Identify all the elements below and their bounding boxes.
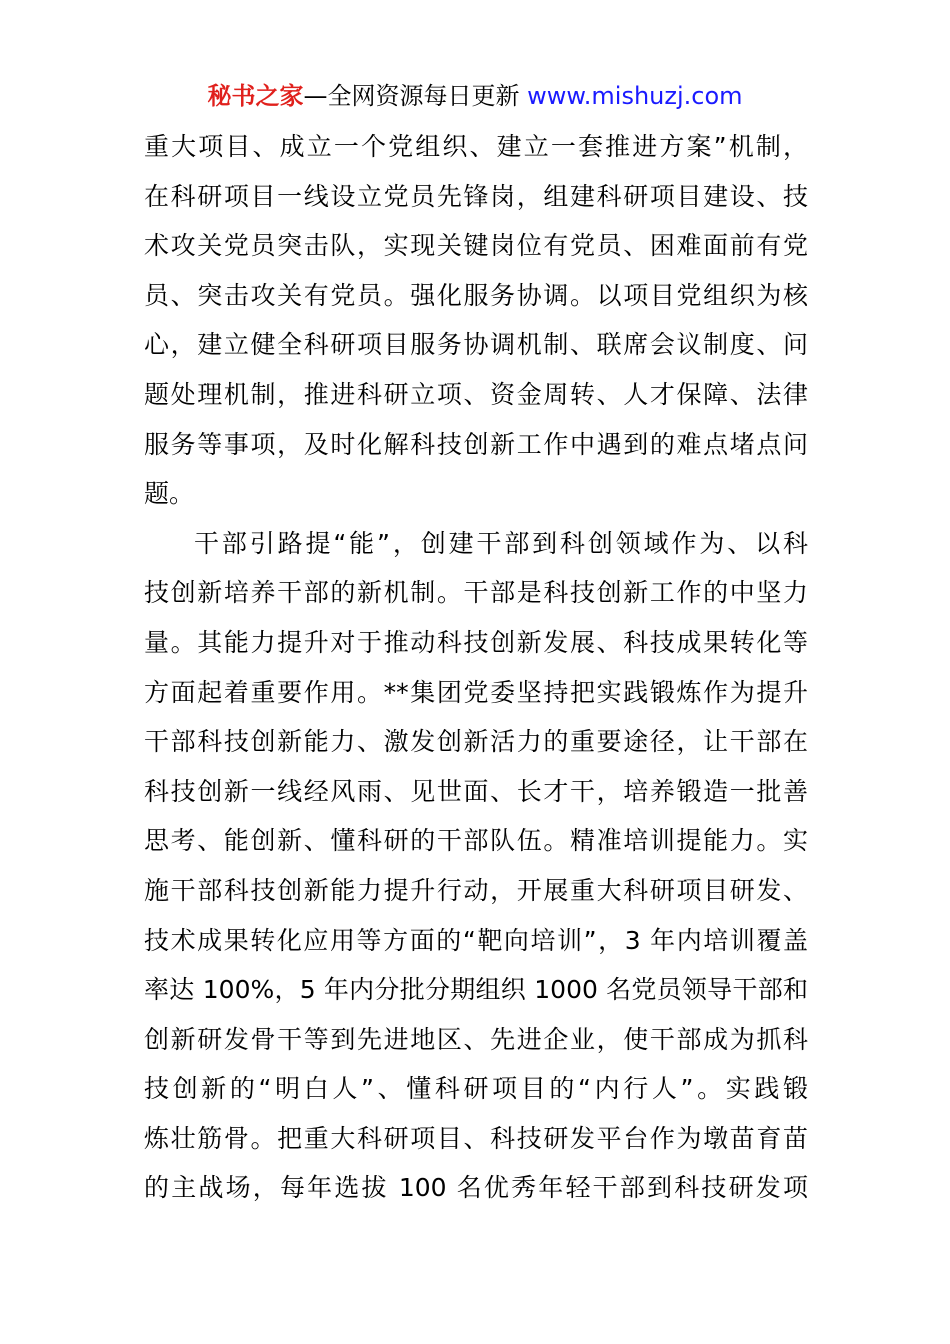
- text-line: 施干部科技创新能力提升行动，开展重大科研项目研发、: [144, 875, 808, 905]
- site-header: [0, 80, 950, 112]
- text-line: 员、突击攻关有党员。强化服务协调。以项目党组织为核: [144, 280, 808, 310]
- text-line: 创新研发骨干等到先进地区、先进企业，使干部成为抓科: [144, 1024, 808, 1054]
- text-line: 思考、能创新、懂科研的干部队伍。精准培训提能力。实: [144, 826, 808, 856]
- text-line: 题。: [144, 479, 195, 509]
- text-line: 服务等事项，及时化解科技创新工作中遇到的难点堵点问: [144, 429, 808, 459]
- text-line: 术攻关党员突击队，实现关键岗位有党员、困难面前有党: [144, 231, 808, 261]
- text-line: 技创新培养干部的新机制。干部是科技创新工作的中坚力: [144, 578, 808, 608]
- text-line: 在科研项目一线设立党员先锋岗，组建科研项目建设、技: [144, 181, 808, 211]
- text-line: 技创新的“明白人”、懂科研项目的“内行人”。实践锻: [144, 1074, 808, 1104]
- header-tagline: —全网资源每日更新: [303, 82, 528, 110]
- text-line: 干部引路提“能”，创建干部到科创领域作为、以科: [194, 528, 808, 558]
- paragraph-1: [144, 122, 808, 519]
- document-body: [144, 122, 808, 1213]
- text-line: 干部科技创新能力、激发创新活力的重要途径，让干部在: [144, 727, 808, 757]
- text-line: 科技创新一线经风雨、见世面、长才干，培养锻造一批善: [144, 776, 808, 806]
- text-line: 炼壮筋骨。把重大科研项目、科技研发平台作为墩苗育苗: [144, 1123, 808, 1153]
- paragraph-2: [144, 519, 808, 1213]
- text-line: 方面起着重要作用。**集团党委坚持把实践锻炼作为提升: [144, 677, 808, 707]
- text-line: 的主战场，每年选拔 100 名优秀年轻干部到科技研发项: [144, 1173, 808, 1203]
- text-line: 心，建立健全科研项目服务协调机制、联席会议制度、问: [144, 330, 808, 360]
- text-line: 量。其能力提升对于推动科技创新发展、科技成果转化等: [144, 627, 808, 657]
- text-line: 题处理机制，推进科研立项、资金周转、人才保障、法律: [144, 379, 808, 409]
- text-line: 技术成果转化应用等方面的“靶向培训”，3 年内培训覆盖: [144, 925, 808, 955]
- site-url[interactable]: www.mishuzj.com: [527, 82, 743, 110]
- text-line: 率达 100%，5 年内分批分期组织 1000 名党员领导干部和: [144, 975, 808, 1005]
- text-line: 重大项目、成立一个党组织、建立一套推进方案”机制，: [144, 132, 808, 161]
- brand-name: 秘书之家: [207, 82, 304, 110]
